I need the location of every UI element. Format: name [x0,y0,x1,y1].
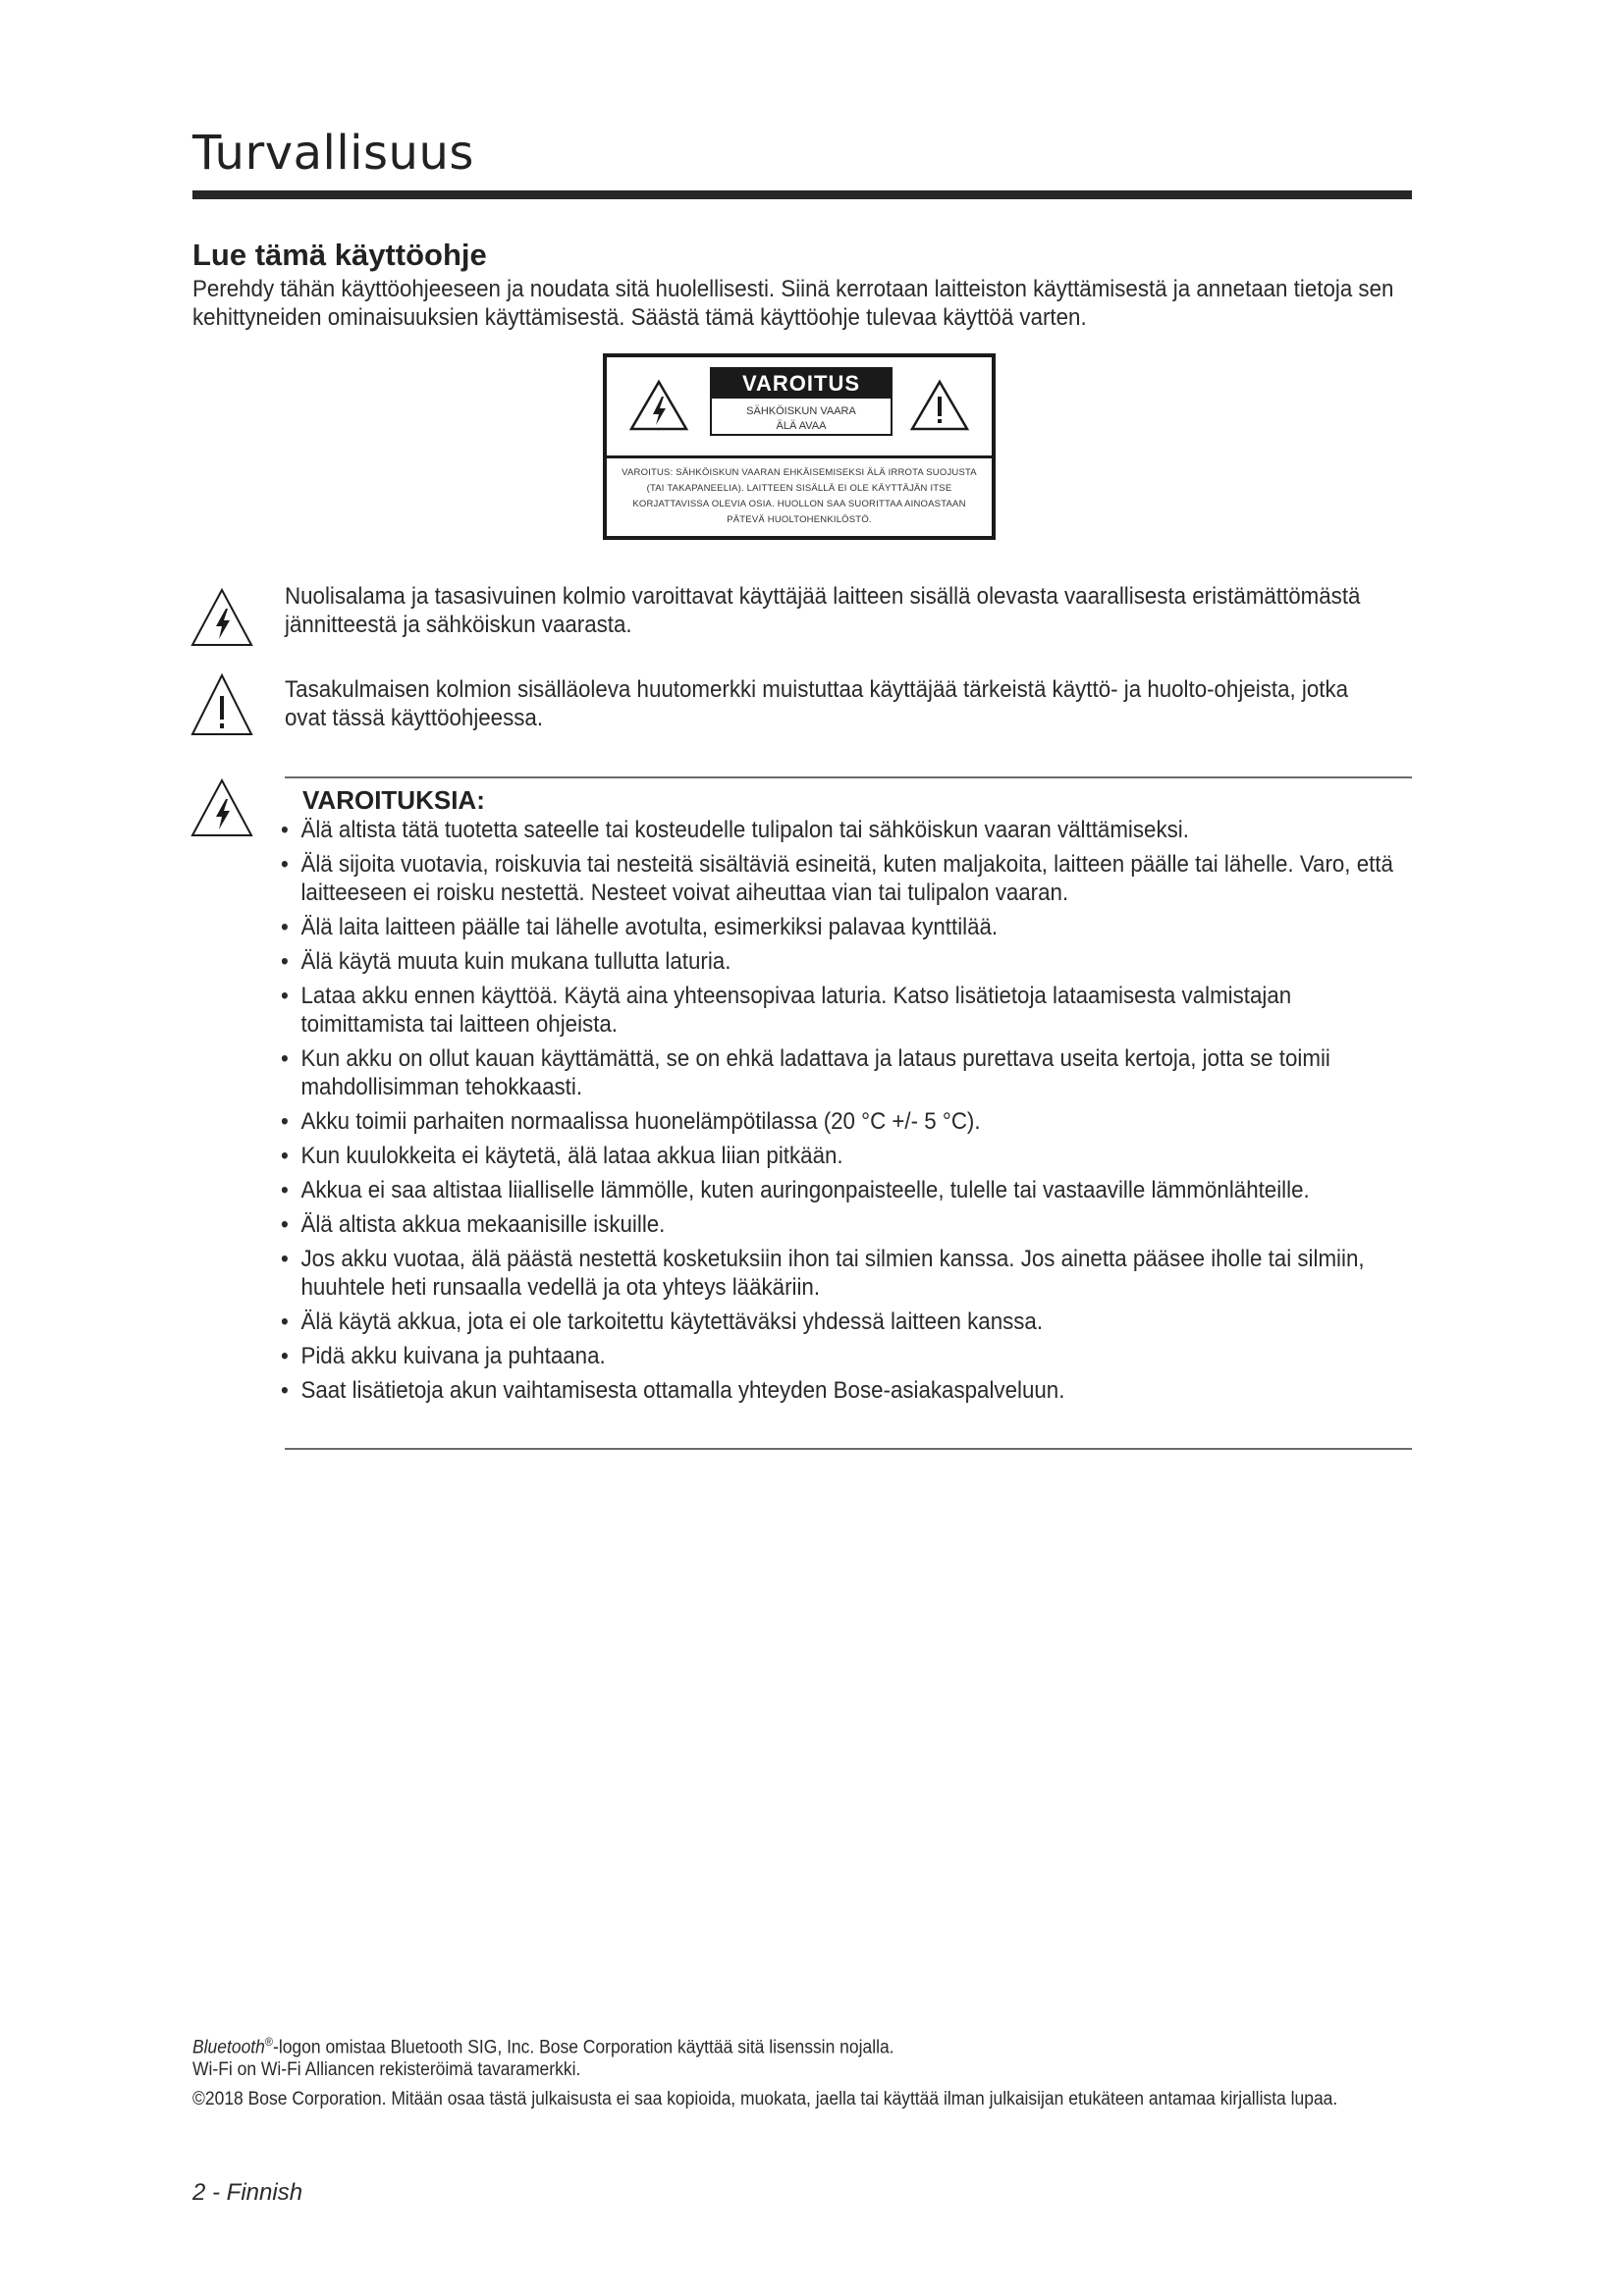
page-number: 2 - Finnish [192,2179,303,2206]
lightning-triangle-icon [189,587,254,648]
warnings-rule-bottom [285,1448,1412,1450]
exclamation-triangle-icon [909,379,970,432]
warning-item: • Älä käytä muuta kuin mukana tullutta laturia. [281,947,1404,976]
page-title: Turvallisuus [192,126,474,181]
warning-item: • Älä sijoita vuotavia, roiskuvia tai nesteitä sisältäviä esineitä, kuten maljakoita, laitteen päälle tai lähelle. Varo, että laitteeseen ei roisku nestettä. Nesteet voivat aiheuttaa vian tai tulipalon vaaran. [281,850,1404,907]
warnings-list [281,816,1404,1411]
warning-item: • Akku toimii parhaiten normaalissa huonelämpötilassa (20 °C +/- 5 °C). [281,1107,1404,1136]
warning-item: • Akkua ei saa altistaa liialliselle lämmölle, kuten auringonpaisteelle, tulelle tai vastaaville lämmönlähteille. [281,1176,1404,1204]
bluetooth-notice [192,2031,1367,2058]
warnings-rule-top [285,776,1412,778]
title-rule [192,190,1412,199]
exclamation-triangle-icon [189,672,254,737]
intro-heading: Lue tämä käyttöohje [192,238,487,272]
warning-label [603,353,996,540]
warning-item: • Älä altista tätä tuotetta sateelle tai kosteudelle tulipalon tai sähköiskun vaaran välttämiseksi. [281,816,1404,844]
warning-item: • Älä altista akkua mekaanisille iskuille. [281,1210,1404,1239]
warning-label-line1: SÄHKÖISKUN VAARA [746,405,856,417]
lightning-triangle-icon [189,777,254,838]
copyright-notice: ©2018 Bose Corporation. Mitään osaa tästä julkaisusta ei saa kopioida, muokata, jaella tai käyttää ilman julkaisijan etukäteen antamaa kirjallista lupaa. [192,2089,1338,2109]
warning-item: • Älä laita laitteen päälle tai lähelle avotulta, esimerkiksi palavaa kynttilää. [281,913,1404,941]
registered-mark: ® [264,2035,274,2049]
symbol-description: Tasakulmaisen kolmion sisälläoleva huutomerkki muistuttaa käyttäjää tärkeistä käyttö- ja huolto-ohjeista, jotka ovat tässä käyttöohjeessa. [285,676,1349,731]
warning-item: • Älä käytä akkua, jota ei ole tarkoitettu käytettäväksi yhdessä laitteen kanssa. [281,1308,1404,1336]
warning-label-line2: ÄLÄ AVAA [776,420,827,432]
warning-item: • Kun kuulokkeita ei käytetä, älä lataa akkua liian pitkään. [281,1142,1404,1170]
warning-item: • Kun akku on ollut kauan käyttämättä, se on ehkä ladattava ja lataus purettava useita kertoja, jotta se toimii mahdollisimman tehokkaasti. [281,1044,1404,1101]
lightning-triangle-icon [628,379,689,432]
warning-label-text: VAROITUS: SÄHKÖISKUN VAARAN EHKÄISEMISEKSI ÄLÄ IRROTA SUOJUSTA (TAI TAKAPANEELIA). LAITTEEN SISÄLLÄ EI OLE KÄYTTÄJÄN ITSE KORJATTAVISSA OLEVIA OSIA. HUOLLON SAA SUORITTAA AINOASTAAN PÄTEVÄ HUOLTOHENKILÖSTÖ. [622,467,977,525]
intro-paragraph: Perehdy tähän käyttöohjeeseen ja noudata sitä huolellisesti. Siinä kerrotaan laitteiston käyttämisestä ja annetaan tietoja sen kehittyneiden ominaisuuksien käyttämisestä. Säästä tämä käyttöohje tulevaa käyttöä varten. [192,276,1394,331]
bluetooth-word: Bluetooth [192,2037,265,2058]
bluetooth-notice-text: -logon omistaa Bluetooth SIG, Inc. Bose Corporation käyttää sitä lisenssin nojalla. [273,2037,894,2058]
warnings-heading: VAROITUKSIA: [302,785,485,815]
warning-item: • Pidä akku kuivana ja puhtaana. [281,1342,1404,1370]
warning-label-center [710,367,893,436]
warning-item: • Lataa akku ennen käyttöä. Käytä aina yhteensopivaa laturia. Katso lisätietoja lataamisesta valmistajan toimittamista tai laitteen ohjeista. [281,982,1404,1039]
symbol-description: Nuolisalama ja tasasivuinen kolmio varoittavat käyttäjää laitteen sisällä olevasta vaarallisesta eristämättömästä jännitteestä ja sähköiskun vaarasta. [285,583,1361,638]
warning-label-title: VAROITUS [712,369,891,399]
warning-label-top [607,357,992,458]
warning-item: • Jos akku vuotaa, älä päästä nestettä kosketuksiin ihon tai silmien kanssa. Jos ainetta pääsee iholle tai silmiin, huuhtele heti runsaalla vedellä ja ota yhteys lääkäriin. [281,1245,1404,1302]
warning-item: • Saat lisätietoja akun vaihtamisesta ottamalla yhteyden Bose-asiakaspalveluun. [281,1376,1404,1405]
wifi-notice: Wi-Fi on Wi-Fi Alliancen rekisteröimä tavaramerkki. [192,2059,581,2080]
